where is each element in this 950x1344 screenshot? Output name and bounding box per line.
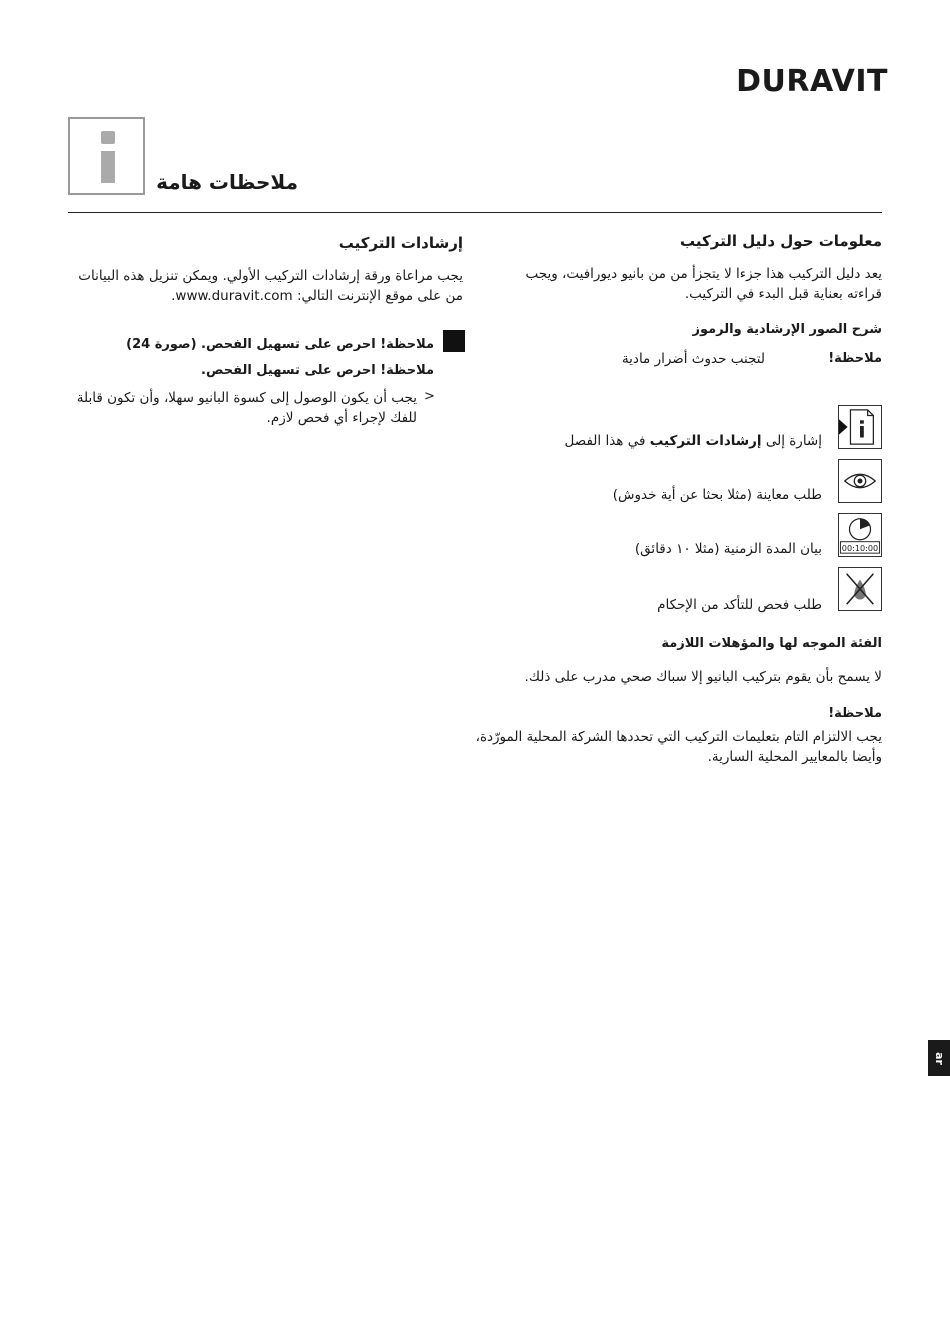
info-page-icon — [838, 405, 882, 449]
note-label: ملاحظة! — [828, 351, 882, 366]
logo-text: DURAVIT — [736, 64, 888, 99]
info-icon — [68, 117, 145, 195]
note2-text — [462, 727, 882, 767]
installation-intro-line-2: من على موقع الإنترنت التالي: www.duravit.com. — [171, 288, 463, 304]
eye-icon — [838, 459, 882, 503]
installation-intro — [63, 266, 463, 306]
note-marker-square — [443, 330, 465, 352]
section-heading-installation: إرشادات التركيب — [338, 234, 463, 252]
bullet-line-1: يجب أن يكون الوصول إلى كسوة البانيو سهلا، وأن تكون قابلة — [76, 390, 417, 406]
note-b: ملاحظة! احرص على تسهيل الفحص. — [201, 363, 434, 378]
note2-label: ملاحظة! — [828, 706, 882, 721]
svg-text:00:10:00: 00:10:00 — [841, 542, 879, 553]
duravit-logo — [704, 62, 888, 102]
note2-line-1: يجب الالتزام التام بتعليمات التركيب التي تحددها الشركة المحلية المورّدة، — [475, 729, 882, 745]
symbols-heading: شرح الصور الإرشادية والرموز — [692, 322, 882, 337]
manual-intro — [482, 264, 882, 304]
symbol-label-duration: بيان المدة الزمنية (مثلا ١٠ دقائق) — [634, 541, 822, 557]
language-tab — [928, 1040, 950, 1076]
timer-icon — [838, 513, 882, 557]
note2-line-2: وأيضا بالمعايير المحلية السارية. — [707, 749, 882, 765]
bullet-text — [37, 388, 417, 428]
header-divider — [68, 212, 882, 213]
manual-intro-line-1: يعد دليل التركيب هذا جزءا لا يتجزأ من من بانيو ديورافيت، ويجب — [525, 266, 882, 282]
section-heading-manual-info: معلومات حول دليل التركيب — [680, 232, 882, 250]
language-tab-label: ar — [932, 1051, 946, 1065]
installation-intro-line-1: يجب مراعاة ورقة إرشادات التركيب الأولي. ويمكن تنزيل هذه البيانات — [78, 268, 463, 284]
note-a: ملاحظة! احرص على تسهيل الفحص. (صورة 24) — [126, 337, 434, 352]
symbol-label-instructions: إشارة إلى إرشادات التركيب في هذا الفصل — [564, 433, 822, 449]
symbol-label-leak-check: طلب فحص للتأكد من الإحكام — [657, 597, 822, 613]
target-group-heading: الفئة الموجه لها والمؤهلات اللازمة — [661, 636, 882, 651]
bullet-marker: > — [424, 389, 435, 404]
leak-check-icon — [838, 567, 882, 611]
manual-intro-line-2: قراءته بعناية قبل البدء في التركيب. — [684, 286, 882, 302]
symbol-label-inspection: طلب معاينة (مثلا بحثا عن أية خدوش) — [612, 487, 822, 503]
target-group-text: لا يسمح بأن يقوم بتركيب البانيو إلا سباك صحي مدرب على ذلك. — [524, 669, 882, 685]
page-title: ملاحظات هامة — [156, 170, 298, 194]
bullet-line-2: للفك لإجراء أي فحص لازم. — [266, 410, 417, 426]
note-text: لتجنب حدوث أضرار مادية — [621, 351, 765, 367]
